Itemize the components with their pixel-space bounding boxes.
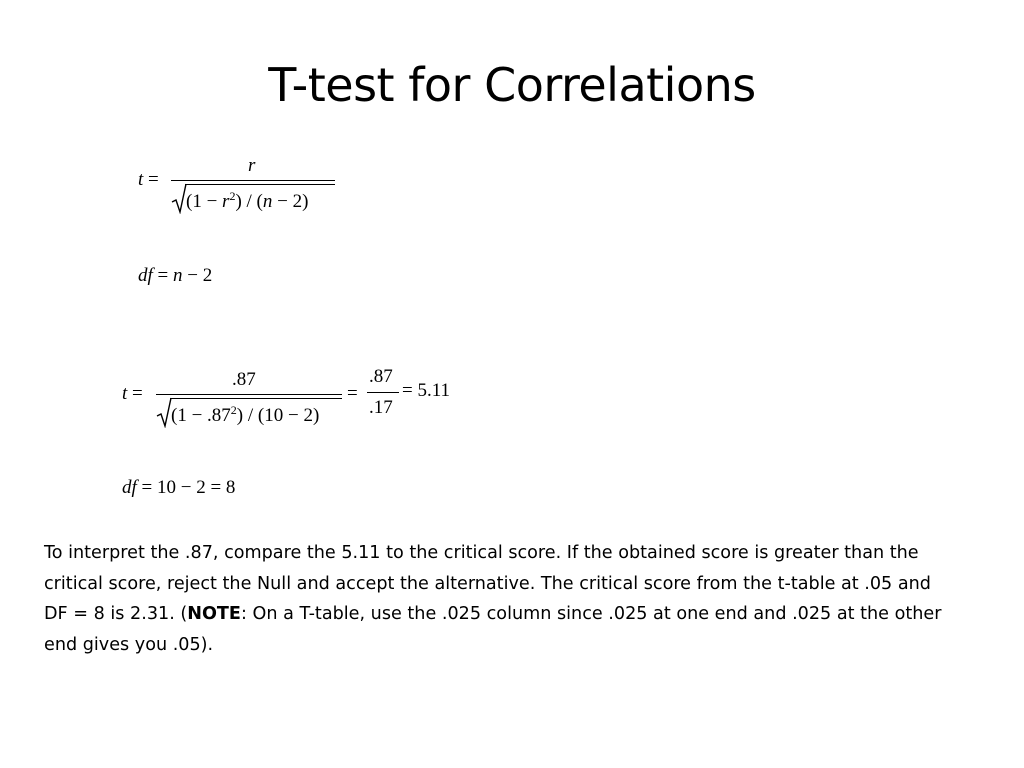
- fraction-bar: [156, 394, 342, 395]
- t-formula-example: [122, 364, 472, 436]
- radical-bar: [170, 398, 342, 399]
- denominator-example: $(1 - .87^2) / (10 - 2)$: [171, 403, 320, 426]
- fraction-bar-2: [367, 392, 399, 393]
- t-formula-general: [138, 150, 348, 220]
- numerator-r: r: [248, 155, 256, 176]
- result-value: = 5.11: [402, 380, 451, 401]
- radical-bar: [185, 184, 335, 185]
- note-label: NOTE: [187, 604, 241, 624]
- denominator-general: $(1 - r^2) / (n - 2)$: [186, 189, 309, 212]
- t-equals-label: t =: [122, 383, 143, 404]
- df-formula-example: df = 10 − 2 = 8: [122, 477, 236, 498]
- equals-sign: =: [347, 383, 358, 404]
- square-root-icon: [156, 396, 172, 428]
- square-root-icon: [171, 182, 187, 214]
- simplified-denominator: .17: [369, 397, 393, 418]
- numerator-value: .87: [232, 369, 256, 390]
- slide-title: T-test for Correlations: [268, 58, 756, 112]
- t-equals-label: t =: [138, 169, 159, 190]
- simplified-numerator: .87: [369, 366, 393, 387]
- fraction-bar: [171, 180, 335, 181]
- explanation-paragraph: To interpret the .87, compare the 5.11 to the critical score. If the obtained score is greater than the critical score, reject the Null and accept the alternative. The critical score from the t-table at .05 and DF = 8 is 2.31. (NOTE: On a T-table, use the .025 column since .025 at one end and .025 at the other end gives you .05).: [44, 543, 942, 655]
- df-formula-general: df = n − 2: [138, 265, 213, 286]
